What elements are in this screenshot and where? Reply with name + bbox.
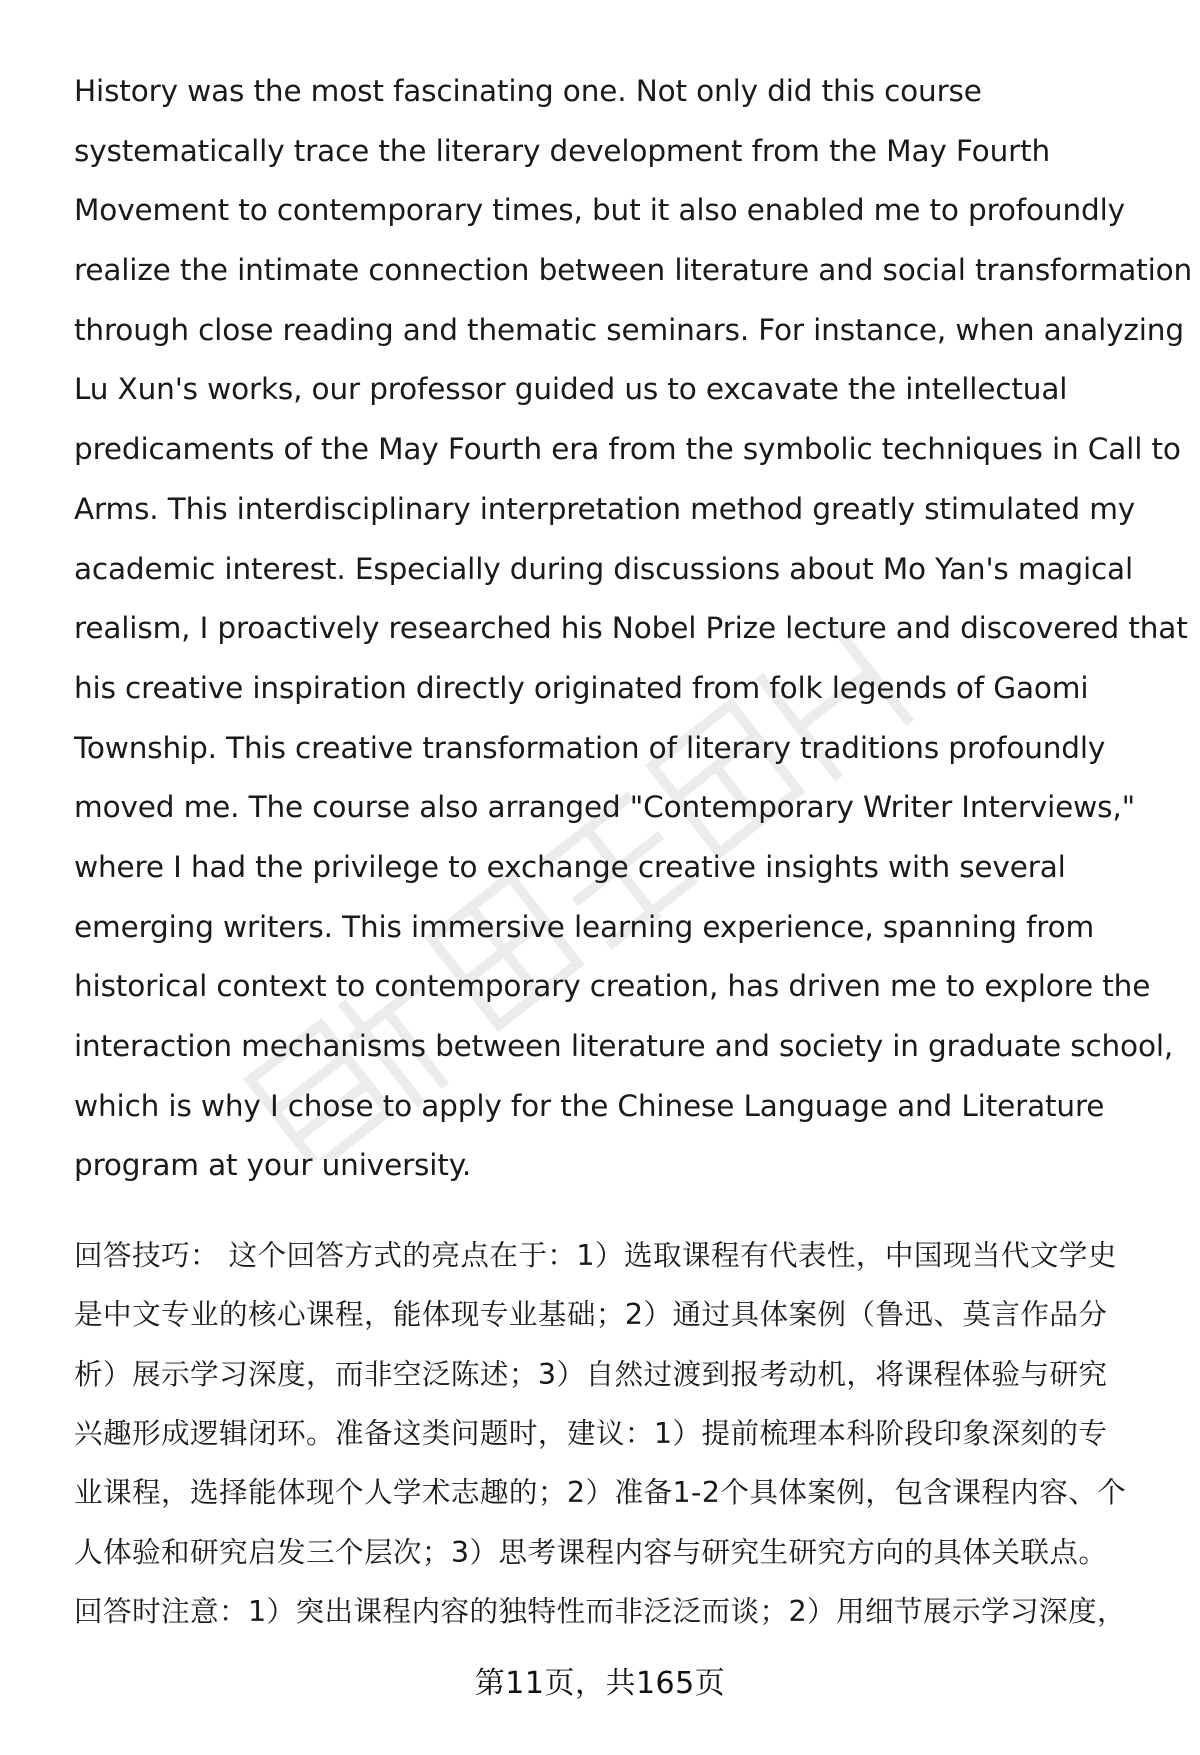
text-line: 回答时注意：1）突出课程内容的独特性而非泛泛而谈；2）用细节展示学习深度， xyxy=(74,1593,1126,1628)
text-line: his creative inspiration directly originated from folk legends of Gaomi xyxy=(74,670,1089,705)
text-line: emerging writers. This immersive learning experience, spanning from xyxy=(74,909,1095,944)
page-number-footer: 第11页，共165页 xyxy=(474,1666,726,1701)
text-line: Township. This creative transformation of literary traditions profoundly xyxy=(74,730,1106,765)
text-line: systematically trace the literary development from the May Fourth xyxy=(74,133,1051,168)
text-line: predicaments of the May Fourth era from the symbolic techniques in Call to xyxy=(74,432,1181,467)
text-line: realize the intimate connection between literature and social transformation xyxy=(74,253,1193,288)
text-line: 是中文专业的核心课程，能体现专业基础；2）通过具体案例（鲁迅、莫言作品分 xyxy=(74,1297,1108,1332)
page-content xyxy=(74,62,1193,1641)
text-line: interaction mechanisms between literature and society in graduate school, xyxy=(74,1029,1174,1063)
text-line: 回答技巧： 这个回答方式的亮点在于：1）选取课程有代表性，中国现当代文学史 xyxy=(74,1238,1117,1273)
text-line: historical context to contemporary creation, has driven me to explore the xyxy=(74,969,1151,1004)
english-answer-paragraph xyxy=(74,62,1193,1196)
text-line: Lu Xun's works, our professor guided us to excavate the intellectual xyxy=(74,372,1068,407)
text-line: through close reading and thematic seminars. For instance, when analyzing xyxy=(74,312,1184,347)
text-line: academic interest. Especially during discussions about Mo Yan's magical xyxy=(74,551,1134,586)
text-line: 业课程，选择能体现个人学术志趣的；2）准备1-2个具体案例，包含课程内容、个 xyxy=(74,1475,1127,1510)
text-line: program at your university. xyxy=(74,1148,472,1183)
answer-tips-paragraph xyxy=(74,1226,1164,1641)
text-line: realism, I proactively researched his Nobel Prize lecture and discovered that xyxy=(74,611,1188,646)
text-line: History was the most fascinating one. Not only did this course xyxy=(74,74,982,108)
text-line: 人体验和研究启发三个层次；3）思考课程内容与研究生研究方向的具体关联点。 xyxy=(74,1534,1108,1569)
text-line: moved me. The course also arranged "Contemporary Writer Interviews," xyxy=(74,790,1135,825)
text-line: which is why I chose to apply for the Chinese Language and Literature xyxy=(74,1088,1105,1123)
text-line: where I had the privilege to exchange creative insights with several xyxy=(74,849,1066,884)
text-line: Movement to contemporary times, but it also enabled me to profoundly xyxy=(74,193,1125,228)
text-line: 析）展示学习深度，而非空泛陈述；3）自然过渡到报考动机，将课程体验与研究 xyxy=(74,1356,1108,1391)
text-line: 兴趣形成逻辑闭环。准备这类问题时，建议：1）提前梳理本科阶段印象深刻的专 xyxy=(74,1415,1108,1450)
text-line: Arms. This interdisciplinary interpretation method greatly stimulated my xyxy=(74,491,1136,526)
